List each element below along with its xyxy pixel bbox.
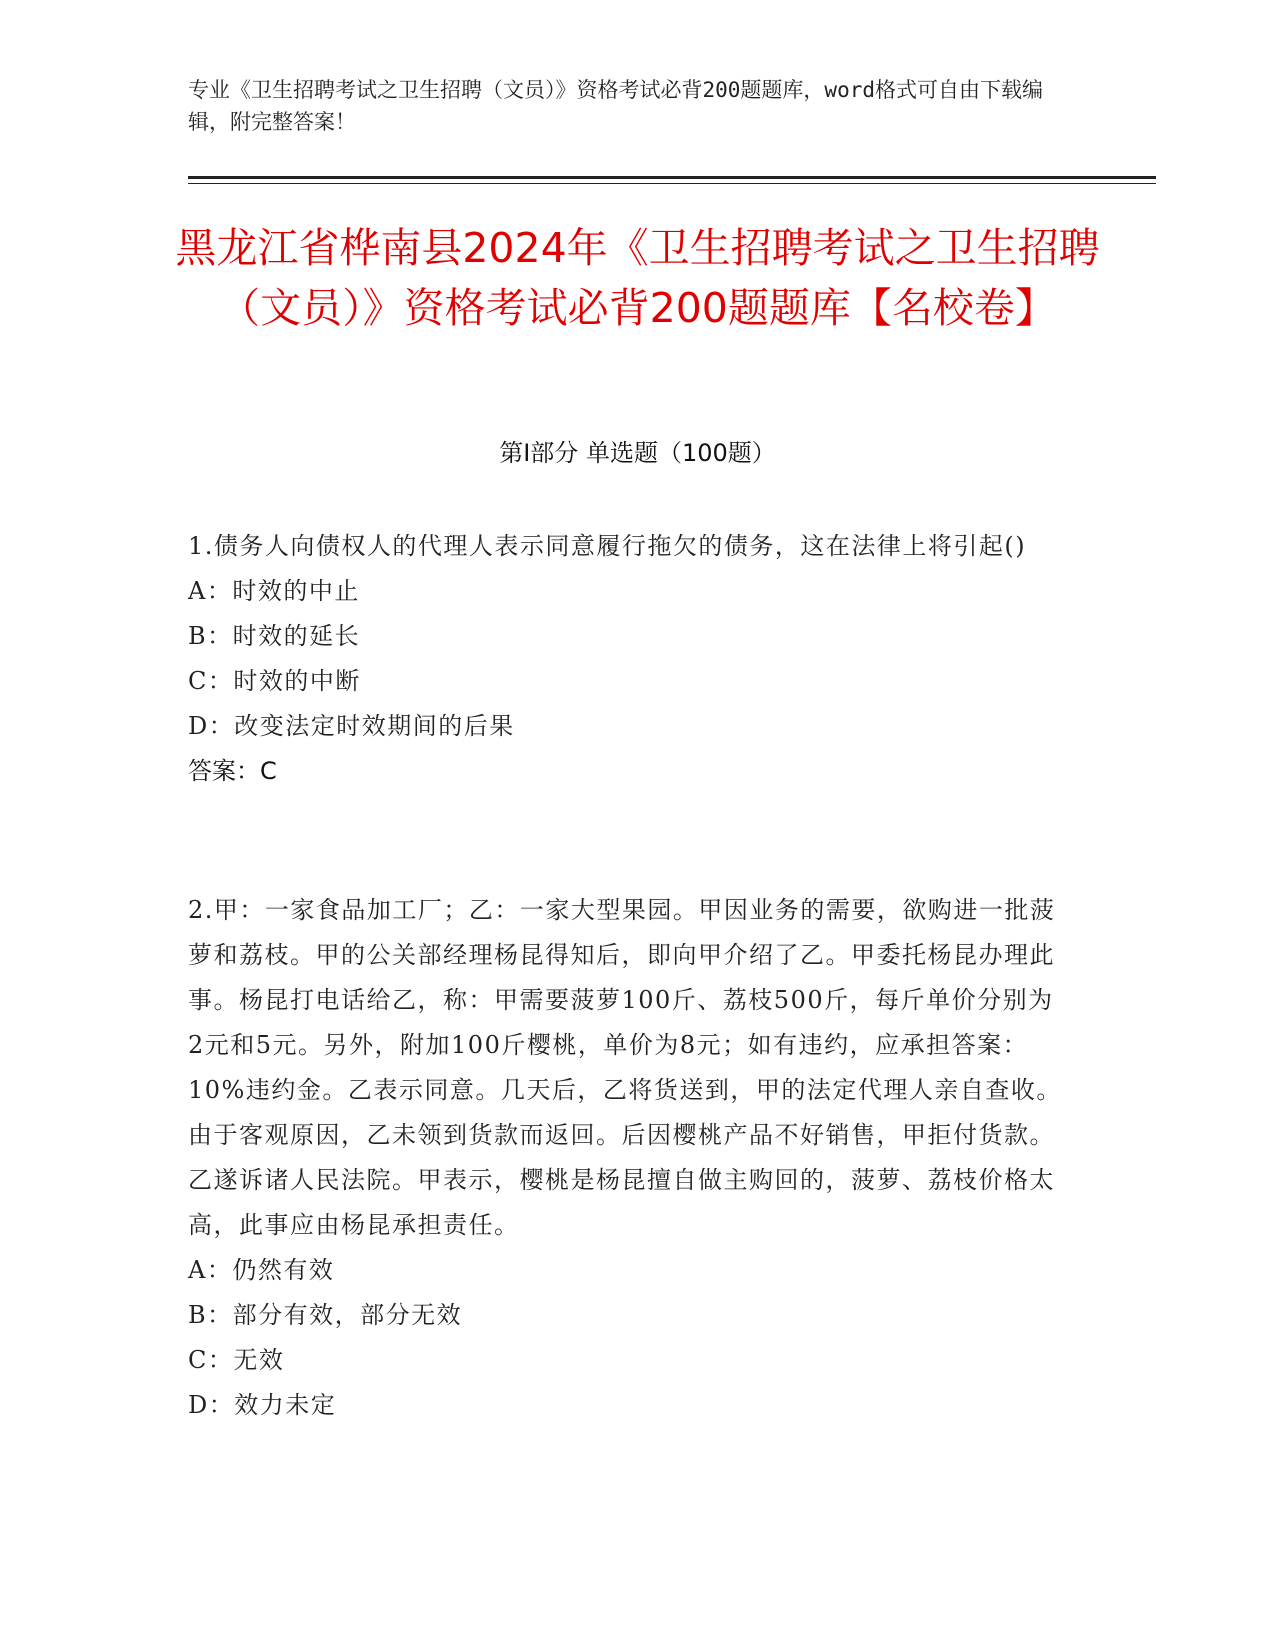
option-d: D：效力未定 (188, 1391, 337, 1419)
option-b: B：时效的延长 (188, 622, 361, 650)
option-a: A：时效的中止 (188, 577, 360, 605)
question-2 (188, 888, 1068, 1428)
document-title: 黑龙江省桦南县2024年《卫生招聘考试之卫生招聘（文员）》资格考试必背200题题库【名校卷】 (175, 224, 1100, 332)
header-rule-thick (188, 176, 1156, 179)
option-a: A：仍然有效 (188, 1256, 335, 1284)
option-b: B：部分有效，部分无效 (188, 1301, 463, 1329)
option-d: D：改变法定时效期间的后果 (188, 712, 515, 740)
option-c: C：无效 (188, 1346, 285, 1374)
header-note: 专业《卫生招聘考试之卫生招聘（文员）》资格考试必背200题题库，word格式可自由下载编辑，附完整答案！ (188, 78, 1043, 134)
section-title: 第Ⅰ部分 单选题（100题） (499, 439, 776, 467)
option-c: C：时效的中断 (188, 667, 361, 695)
question-1 (188, 524, 1068, 794)
question-stem: 2.甲：一家食品加工厂；乙：一家大型果园。甲因业务的需要，欲购进一批菠萝和荔枝。甲的公关部经理杨昆得知后，即向甲介绍了乙。甲委托杨昆办理此事。杨昆打电话给乙，称：甲需要菠萝100斤、荔枝500斤，每斤单价分别为2元和5元。另外，附加100斤樱桃，单价为8元；如有违约，应承担答案：10%违约金。乙表示同意。几天后，乙将货送到，甲的法定代理人亲自查收。由于客观原因，乙未领到货款而返回。后因樱桃产品不好销售，甲拒付货款。乙遂诉诸人民法院。甲表示，樱桃是杨昆擅自做主购回的，菠萝、荔枝价格太高，此事应由杨昆承担责任。 (188, 896, 1062, 1239)
question-stem: 1.债务人向债权人的代理人表示同意履行拖欠的债务，这在法律上将引起() (188, 532, 1027, 560)
header-rule-thin (188, 183, 1156, 184)
answer: 答案：C (188, 757, 277, 785)
